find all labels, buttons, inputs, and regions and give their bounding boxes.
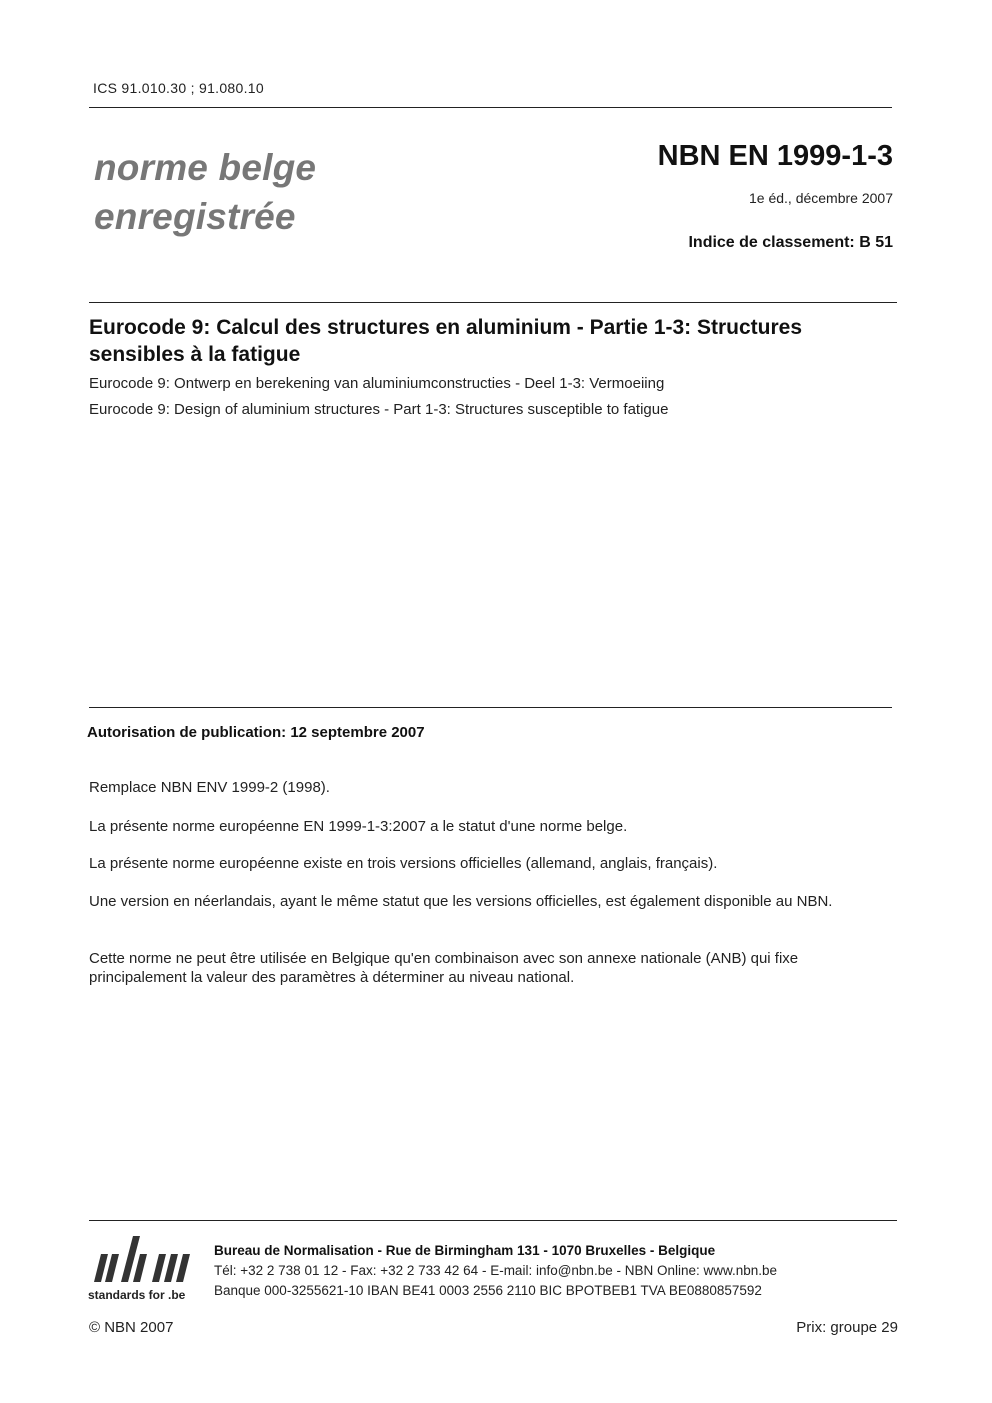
title-dutch: Eurocode 9: Ontwerp en berekening van aluminiumconstructies - Deel 1-3: Vermoeiing — [89, 375, 665, 392]
paragraph-replaces: Remplace NBN ENV 1999-2 (1998). — [89, 779, 330, 796]
paragraph-national-annex: Cette norme ne peut être utilisée en Belgique qu'en combinaison avec son annexe nationale (ANB) qui fixe principalement la valeur des paramètres à déterminer au niveau national. — [89, 950, 799, 986]
brand-line-1: norme belge — [94, 147, 317, 188]
footer-contact-block — [214, 1241, 777, 1301]
contact-line: Tél: +32 2 738 01 12 - Fax: +32 2 733 42 64 - E-mail: info@nbn.be - NBN Online: www.nbn.be — [214, 1263, 778, 1278]
standard-number: NBN EN 1999-1-3 — [657, 140, 893, 172]
header-divider — [89, 107, 892, 108]
bank-line: Banque 000-3255621-10 IBAN BE41 0003 2556 2110 BIC BPOTBEB1 TVA BE0880857592 — [214, 1283, 762, 1298]
publication-authorization: Autorisation de publication: 12 septembre 2007 — [87, 724, 425, 741]
body-divider — [89, 707, 892, 708]
classification-index: Indice de classement: B 51 — [688, 234, 893, 251]
address-line: Bureau de Normalisation - Rue de Birmingham 131 - 1070 Bruxelles - Belgique — [214, 1243, 716, 1258]
brand-title — [94, 143, 316, 241]
price-group: Prix: groupe 29 — [796, 1319, 898, 1336]
title-divider — [89, 302, 897, 303]
ics-code: ICS 91.010.30 ; 91.080.10 — [93, 80, 264, 96]
edition-date: 1e éd., décembre 2007 — [749, 190, 893, 206]
nbn-logo-icon — [88, 1230, 200, 1286]
paragraph-status: La présente norme européenne EN 1999-1-3:2007 a le statut d'une norme belge. — [89, 818, 628, 835]
copyright: © NBN 2007 — [89, 1319, 174, 1336]
footer-divider — [89, 1220, 897, 1221]
logo-caption: standards for .be — [88, 1288, 186, 1302]
brand-line-2: enregistrée — [94, 196, 296, 237]
paragraph-versions: La présente norme européenne existe en trois versions officielles (allemand, anglais, français). — [89, 855, 718, 872]
nbn-logo — [88, 1230, 200, 1306]
title-english: Eurocode 9: Design of aluminium structures - Part 1-3: Structures susceptible to fatigue — [89, 401, 669, 418]
title-french: Eurocode 9: Calcul des structures en aluminium - Partie 1-3: Structures sensibles à la fatigue — [89, 316, 803, 366]
paragraph-dutch-version: Une version en néerlandais, ayant le même statut que les versions officielles, est également disponible au NBN. — [89, 893, 833, 910]
